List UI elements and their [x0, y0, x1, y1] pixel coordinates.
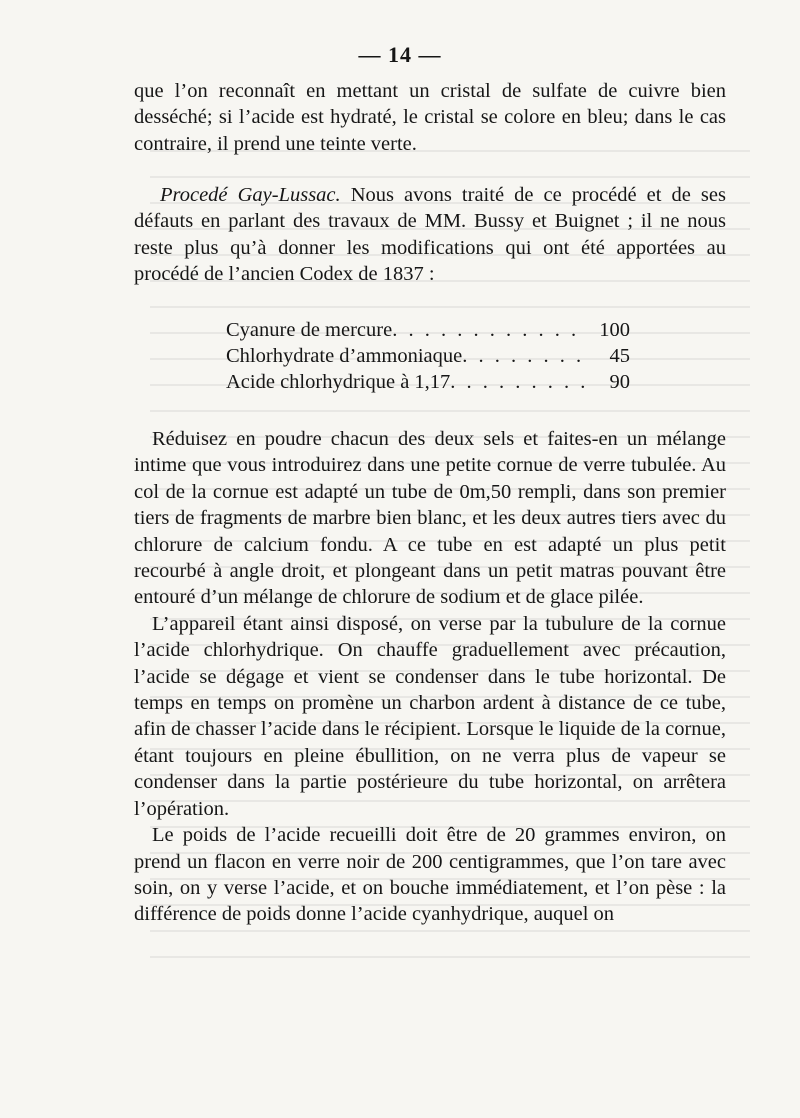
page-number: — 14 — — [358, 42, 442, 67]
ingredient-quantity: 100 — [599, 319, 630, 341]
recipe-row — [226, 343, 630, 369]
procedure-title: Procedé Gay-Lussac. — [160, 184, 341, 206]
ingredient-quantity: 45 — [609, 345, 630, 367]
ingredient-quantity: 90 — [609, 371, 630, 393]
paragraph-5: Le poids de l’acide recueilli doit être de 20 grammes environ, on prend un flacon en verre noir de 200 centigrammes, que l’on tare avec soin, on y verse l’acide, et on bouche immédiatement, et l’on pèse : la différence de poids donne l’acide cyanhydrique, auquel on — [134, 824, 726, 926]
ingredient-name: Acide chlorhydrique à 1,17 — [226, 371, 451, 393]
paragraph-4: L’appareil étant ainsi disposé, on verse par la tubulure de la cornue l’acide chlorhydrique. On chauffe graduellement avec précaution, l’acide se dégage et vient se condenser dans le tube horizontal. De temps en temps on promène un charbon ardent à distance de ce tube, afin de chasser l’acide dans le récipient. Lorsque le liquide de la cornue, étant toujours en pleine ébullition, on ne verra plus de vapeur se condenser dans la partie postérieure du tube horizontal, on arrêtera l’opération. — [134, 612, 726, 820]
paragraph-3: Réduisez en poudre chacun des deux sels et faites-en un mélange intime que vous introduirez dans une petite cornue de verre tubulée. Au col de la cornue est adapté un tube de 0m,50 rempli, dans son premier tiers de fragments de marbre bien blanc, et les deux autres tiers avec du chlorure de calcium fondu. A ce tube en est adapté un plus petit recourbé à angle droit, et plongeant dans un petit matras pouvant être entouré d’un mélange de chlorure de sodium et de glace pilée. — [134, 428, 726, 609]
recipe-row — [226, 369, 630, 395]
ingredient-name: Chlorhydrate d’ammoniaque — [226, 345, 463, 367]
body-text — [134, 426, 726, 928]
paragraph-1 — [134, 78, 726, 157]
paragraph-2-text: Nous avons traité de ce procédé et de ses défauts en parlant des travaux de MM. Bussy et Buignet ; il ne nous reste plus qu’à donner les modifications qui ont été apportées au procédé de l’ancien Codex de 1837 : — [134, 184, 726, 286]
paragraph-1-text: que l’on reconnaît en mettant un cristal de sulfate de cuivre bien desséché; si l’acide est hydraté, le cristal se colore en bleu; dans le cas contraire, il prend une teinte verte. — [134, 80, 726, 155]
leader-dots — [392, 317, 586, 343]
leader-dots — [462, 343, 586, 369]
recipe-row — [226, 317, 630, 343]
recipe-list — [226, 317, 630, 395]
ingredient-name: Cyanure de mercure — [226, 319, 393, 341]
leader-dots — [450, 369, 586, 395]
paragraph-2 — [134, 182, 726, 288]
